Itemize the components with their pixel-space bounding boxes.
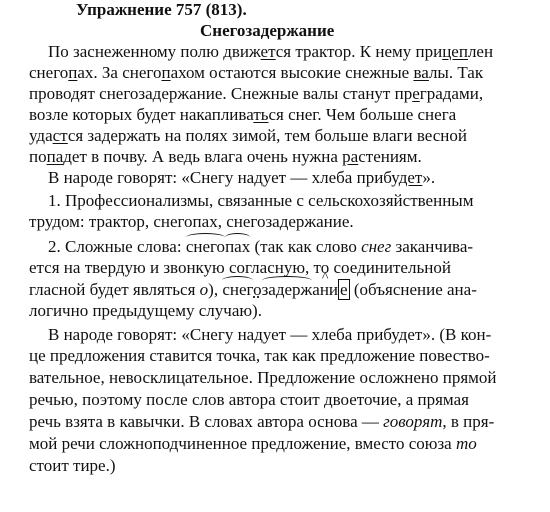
root-arc-word: снег xyxy=(222,280,254,299)
text: речь взята в кавычки. В словах автора основа — xyxy=(29,412,384,431)
italic-text: то xyxy=(455,434,477,453)
p3-line-2: це предложения ставится точка, так как предложение повество- xyxy=(29,346,490,365)
text: ахом остаются высокие снежные xyxy=(170,63,414,82)
p3-line-6 xyxy=(29,434,477,454)
text: ся трактор. К нему при xyxy=(275,42,443,61)
text: (так как слово xyxy=(250,237,362,256)
text: лы. Так xyxy=(428,63,484,82)
note2-line-4: логично предыдущему случаю). xyxy=(29,301,262,320)
root-arc-word: задерж xyxy=(261,280,313,299)
text: возле которых будет накаплива xyxy=(29,105,254,124)
text: 2. Сложные слова: xyxy=(48,237,186,256)
note1-line-2: трудом: трактор, снегопах, снегозадержание. xyxy=(29,212,354,231)
underlined-text: ва xyxy=(413,63,429,82)
text: по xyxy=(29,147,47,166)
root-arc-word: снего xyxy=(185,237,226,256)
p1-line-2 xyxy=(29,63,483,83)
text: мой речи сложноподчиненное предложение, вместо союза xyxy=(29,434,456,453)
exercise-title: Упражнение 757 (813). xyxy=(76,0,247,19)
italic-text: говорят xyxy=(383,412,443,431)
underlined-text: ст xyxy=(52,126,68,145)
text-title: Снегозадержание xyxy=(200,21,335,40)
text: проводят снегозадержание. Снежные валы станут пр xyxy=(29,84,413,103)
text: (объяснение ана- xyxy=(349,280,477,299)
underlined-text: п xyxy=(161,63,171,82)
connecting-vowel: о xyxy=(253,280,262,299)
p3-line-1: В народе говорят: «Снегу надует — хлеба прибудет». (В кон- xyxy=(48,325,492,344)
underlined-text: п xyxy=(68,63,78,82)
p3-line-5 xyxy=(29,412,494,432)
text: По заснеженному полю движ xyxy=(48,42,261,61)
text: ся снег. Чем больше снега xyxy=(268,105,457,124)
ending-box: е xyxy=(340,280,348,299)
note1-line-1: 1. Профессионализмы, связанные с сельскохозяйственным xyxy=(48,191,474,210)
note2-line-3 xyxy=(29,280,477,300)
underlined-text: ет xyxy=(260,42,276,61)
underlined-text: цеп xyxy=(442,42,468,61)
text: уда xyxy=(29,126,53,145)
text: ах. За снего xyxy=(77,63,162,82)
underlined-text: па xyxy=(46,147,64,166)
p3-line-3: вательное, невосклицательное. Предложение осложнено прямой xyxy=(29,368,497,387)
text: ), xyxy=(208,280,223,299)
underlined-text: дет xyxy=(398,168,423,187)
p1-line-3 xyxy=(29,84,483,104)
text: снего xyxy=(29,63,69,82)
p1-line-4 xyxy=(29,105,456,125)
p1-line-5 xyxy=(29,126,467,146)
text: заканчива- xyxy=(391,237,474,256)
text: гласной будет являться xyxy=(29,280,200,299)
underlined-text: ть xyxy=(253,105,269,124)
text: стениям. xyxy=(358,147,422,166)
underlined-text: ра xyxy=(342,147,359,166)
suffix-mark: ^ ани xyxy=(312,280,338,299)
p1-line-6 xyxy=(29,147,422,167)
underlined-text: е xyxy=(412,84,420,103)
p1-line-1 xyxy=(48,42,493,62)
p2-line: В народе говорят: «Снегу надует — хлеба прибудет». xyxy=(48,168,436,187)
text: ся задержать на полях зимой, тем больше влаги весной xyxy=(67,126,467,145)
text: градами, xyxy=(419,84,484,103)
text: , в пря- xyxy=(442,412,495,431)
root-arc-word: пах xyxy=(225,237,251,256)
note2-line-1 xyxy=(48,237,473,257)
text: дет в почву. А ведь влага очень нужна xyxy=(63,147,343,166)
italic-text: снег xyxy=(361,237,392,256)
note2-line-2: ется на твердую и звонкую согласную, то соединительной xyxy=(29,258,451,277)
p3-line-7: стоит тире.) xyxy=(29,456,116,475)
text: лен xyxy=(467,42,494,61)
p3-line-4: речью, поэтому после слов автора стоит двоеточие, а прямая xyxy=(29,390,469,409)
italic-text: о xyxy=(199,280,209,299)
